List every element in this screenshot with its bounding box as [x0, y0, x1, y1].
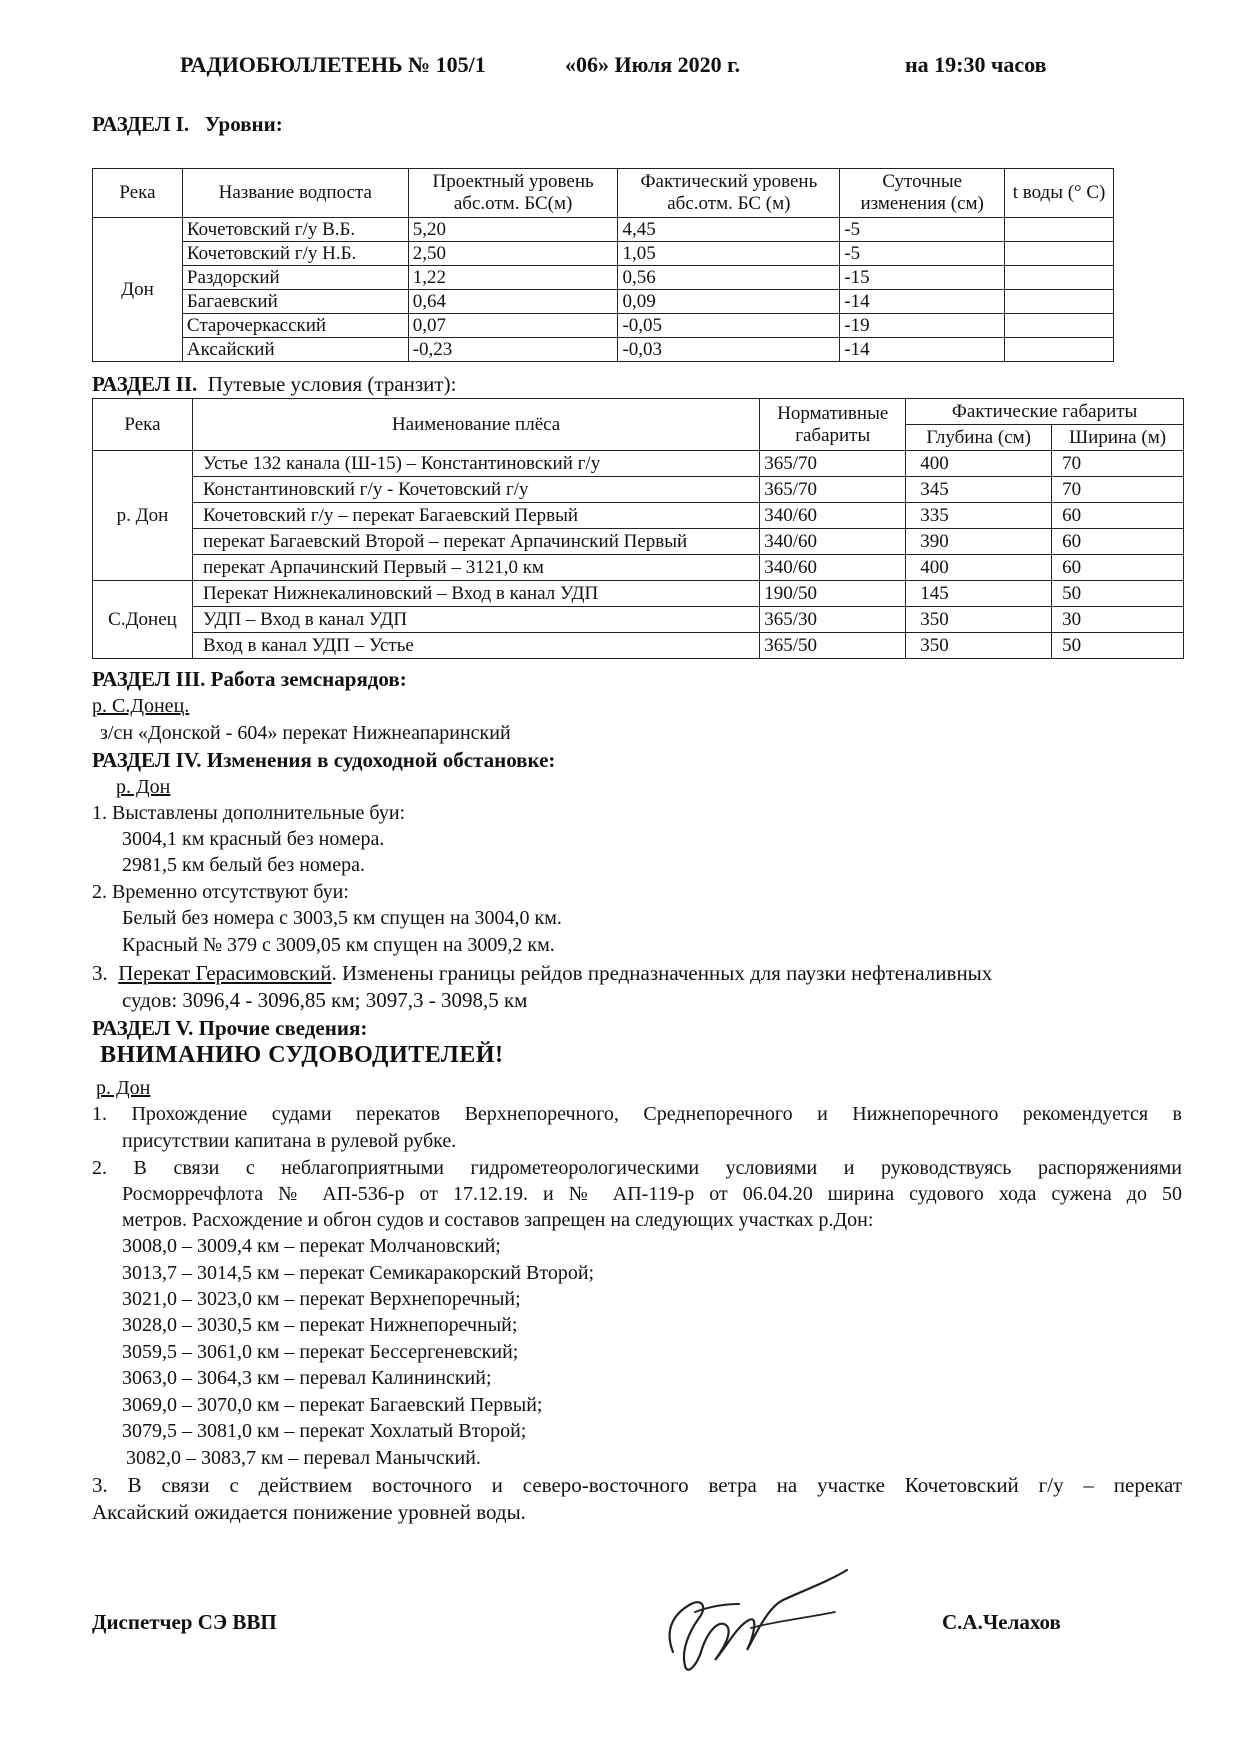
col-actual-dims: Фактические габариты — [906, 399, 1184, 425]
section1-heading — [92, 112, 283, 137]
col-norm-dims: Нормативные габариты — [760, 399, 906, 451]
water-temp — [1005, 314, 1114, 338]
table-row — [93, 290, 1114, 314]
width: 50 — [1052, 633, 1184, 659]
daily-change: -19 — [840, 314, 1005, 338]
transit-table — [92, 398, 1184, 659]
para2-line3: метров. Расхождение и обгон судов и составов запрещен на следующих участках р.Дон: — [122, 1209, 874, 1231]
reach-name: Устье 132 канала (Ш-15) – Константиновский г/у — [192, 451, 759, 477]
depth: 345 — [906, 477, 1052, 503]
norm-dims: 365/50 — [760, 633, 906, 659]
section4-item3-line2: судов: 3096,4 - 3096,85 км; 3097,3 - 3098,5 км — [122, 988, 528, 1012]
water-temp — [1005, 266, 1114, 290]
actual-level: 0,09 — [618, 290, 840, 314]
attention-heading: ВНИМАНИЮ СУДОВОДИТЕЛЕЙ! — [100, 1042, 504, 1068]
segment-item: 3063,0 – 3064,3 км – перевал Калининский; — [122, 1367, 492, 1389]
col-water-temp: t воды (° С) — [1005, 169, 1114, 218]
para2-line2: Росморречфлота № АП-536-р от 17.12.19. и № АП-119-р от 06.04.20 ширина судового хода сужена до 50 — [122, 1183, 1182, 1205]
daily-change: -5 — [840, 218, 1005, 242]
post-name: Старочеркасский — [182, 314, 408, 338]
col-river: Река — [93, 399, 193, 451]
section4-river: р. Дон — [116, 776, 171, 798]
table-row — [93, 633, 1184, 659]
item3-place: Перекат Герасимовский — [118, 961, 332, 985]
table-row — [93, 314, 1114, 338]
norm-dims: 340/60 — [760, 529, 906, 555]
section2-heading — [92, 372, 456, 397]
segment-item: 3021,0 – 3023,0 км – перекат Верхнепоречный; — [122, 1288, 521, 1310]
table-row — [93, 266, 1114, 290]
section5-river: р. Дон — [96, 1077, 151, 1099]
segment-item: 3059,5 – 3061,0 км – перекат Бессергеневский; — [122, 1341, 519, 1363]
water-temp — [1005, 242, 1114, 266]
post-name: Багаевский — [182, 290, 408, 314]
para1-line1: 1. Прохождение судами перекатов Верхнепоречного, Среднепоречного и Нижнепоречного рекомендуется в — [92, 1103, 1182, 1125]
depth: 335 — [906, 503, 1052, 529]
reach-name: Перекат Нижнекалиновский – Вход в канал УДП — [192, 581, 759, 607]
project-level: -0,23 — [408, 338, 618, 362]
daily-change: -14 — [840, 338, 1005, 362]
water-temp — [1005, 338, 1114, 362]
section4-item1-line1: 3004,1 км красный без номера. — [122, 828, 385, 850]
section4-item2-line2: Красный № 379 с 3009,05 км спущен на 3009,2 км. — [122, 934, 555, 956]
table-row — [93, 529, 1184, 555]
section4-title: РАЗДЕЛ IV. Изменения в судоходной обстановке: — [92, 748, 556, 772]
section2-title: РАЗДЕЛ II. — [92, 372, 198, 396]
river-don: р. Дон — [93, 451, 193, 581]
section4-item2-line1: Белый без номера с 3003,5 км спущен на 3004,0 км. — [122, 907, 562, 929]
water-temp — [1005, 290, 1114, 314]
daily-change: -5 — [840, 242, 1005, 266]
actual-level: 1,05 — [618, 242, 840, 266]
para3-line2: Аксайский ожидается понижение уровней воды. — [92, 1500, 526, 1524]
table-row — [93, 338, 1114, 362]
project-level: 2,50 — [408, 242, 618, 266]
depth: 145 — [906, 581, 1052, 607]
project-level: 1,22 — [408, 266, 618, 290]
table-row — [93, 451, 1184, 477]
section3-river: р. С.Донец. — [92, 695, 190, 717]
section4-item1: 1. Выставлены дополнительные буи: — [92, 802, 406, 824]
width: 60 — [1052, 503, 1184, 529]
table-row — [93, 581, 1184, 607]
norm-dims: 340/60 — [760, 503, 906, 529]
reach-name: Кочетовский г/у – перекат Багаевский Первый — [192, 503, 759, 529]
para1-line2: присутствии капитана в рулевой рубке. — [122, 1130, 457, 1152]
section2-subtitle: Путевые условия (транзит): — [207, 372, 457, 396]
actual-level: 4,45 — [618, 218, 840, 242]
segment-item: 3079,5 – 3081,0 км – перекат Хохлатый Второй; — [122, 1420, 527, 1442]
transit-header-row — [93, 399, 1184, 425]
actual-level: 0,56 — [618, 266, 840, 290]
col-river: Река — [93, 169, 183, 218]
norm-dims: 365/30 — [760, 607, 906, 633]
col-post-name: Название водпоста — [182, 169, 408, 218]
signature-image — [655, 1560, 855, 1685]
width: 70 — [1052, 451, 1184, 477]
reach-name: УДП – Вход в канал УДП — [192, 607, 759, 633]
width: 60 — [1052, 529, 1184, 555]
reach-name: перекат Арпачинский Первый – 3121,0 км — [192, 555, 759, 581]
segment-item: 3008,0 – 3009,4 км – перекат Молчановский; — [122, 1235, 501, 1257]
actual-level: -0,03 — [618, 338, 840, 362]
col-width: Ширина (м) — [1052, 425, 1184, 451]
dispatcher-role: Диспетчер СЭ ВВП — [92, 1610, 277, 1634]
post-name: Кочетовский г/у В.Б. — [182, 218, 408, 242]
col-reach-name: Наименование плёса — [192, 399, 759, 451]
item3-number: 3. — [92, 961, 108, 985]
bulletin-title: РАДИОБЮЛЛЕТЕНЬ № 105/1 — [180, 52, 486, 77]
bulletin-time: на 19:30 часов — [905, 52, 1047, 77]
bulletin-date: «06» Июля 2020 г. — [565, 52, 741, 77]
project-level: 0,64 — [408, 290, 618, 314]
post-name: Раздорский — [182, 266, 408, 290]
levels-table — [92, 168, 1114, 362]
table-row — [93, 607, 1184, 633]
segment-item: 3069,0 – 3070,0 км – перекат Багаевский Первый; — [122, 1394, 543, 1416]
col-project-level: Проектный уровень абс.отм. БС(м) — [408, 169, 618, 218]
dispatcher-name: С.А.Челахов — [942, 1610, 1061, 1634]
depth: 400 — [906, 451, 1052, 477]
section4-item3 — [92, 960, 992, 987]
table-row — [93, 218, 1114, 242]
col-daily-change: Суточные изменения (см) — [840, 169, 1005, 218]
section1-title: РАЗДЕЛ I. — [92, 112, 190, 136]
width: 70 — [1052, 477, 1184, 503]
item3-text: . Изменены границы рейдов предназначенных для паузки нефтеналивных — [331, 961, 993, 985]
segment-item: 3082,0 – 3083,7 км – перевал Манычский. — [126, 1447, 481, 1469]
water-temp — [1005, 218, 1114, 242]
daily-change: -15 — [840, 266, 1005, 290]
width: 30 — [1052, 607, 1184, 633]
norm-dims: 340/60 — [760, 555, 906, 581]
table-row — [93, 242, 1114, 266]
river-don: Дон — [93, 218, 183, 362]
actual-level: -0,05 — [618, 314, 840, 338]
reach-name: перекат Багаевский Второй – перекат Арпачинский Первый — [192, 529, 759, 555]
segment-item: 3028,0 – 3030,5 км – перекат Нижнепоречный; — [122, 1314, 518, 1336]
norm-dims: 365/70 — [760, 477, 906, 503]
section4-item2: 2. Временно отсутствуют буи: — [92, 881, 349, 903]
depth: 390 — [906, 529, 1052, 555]
post-name: Аксайский — [182, 338, 408, 362]
norm-dims: 365/70 — [760, 451, 906, 477]
table-row — [93, 477, 1184, 503]
reach-name: Константиновский г/у - Кочетовский г/у — [192, 477, 759, 503]
section1-subtitle: Уровни: — [204, 112, 283, 136]
segment-item: 3013,7 – 3014,5 км – перекат Семикаракорский Второй; — [122, 1262, 595, 1284]
levels-header-row — [93, 169, 1114, 218]
dredger-line: з/сн «Донской - 604» перекат Нижнеапаринский — [100, 722, 511, 744]
width: 50 — [1052, 581, 1184, 607]
depth: 400 — [906, 555, 1052, 581]
section4-item1-line2: 2981,5 км белый без номера. — [122, 854, 365, 876]
section5-title: РАЗДЕЛ V. Прочие сведения: — [92, 1016, 368, 1040]
project-level: 0,07 — [408, 314, 618, 338]
section3-title: РАЗДЕЛ III. Работа земснарядов: — [92, 667, 407, 691]
norm-dims: 190/50 — [760, 581, 906, 607]
col-actual-level: Фактический уровень абс.отм. БС (м) — [618, 169, 840, 218]
col-depth: Глубина (см) — [906, 425, 1052, 451]
depth: 350 — [906, 633, 1052, 659]
para3-line1: 3. В связи с действием восточного и северо-восточного ветра на участке Кочетовский г/у – перекат — [92, 1473, 1182, 1497]
depth: 350 — [906, 607, 1052, 633]
para2-line1: 2. В связи с неблагоприятными гидрометеорологическими условиями и руководствуясь распоряжениями — [92, 1157, 1182, 1179]
width: 60 — [1052, 555, 1184, 581]
table-row — [93, 503, 1184, 529]
project-level: 5,20 — [408, 218, 618, 242]
table-row — [93, 555, 1184, 581]
daily-change: -14 — [840, 290, 1005, 314]
reach-name: Вход в канал УДП – Устье — [192, 633, 759, 659]
post-name: Кочетовский г/у Н.Б. — [182, 242, 408, 266]
river-s-donets: С.Донец — [93, 581, 193, 659]
